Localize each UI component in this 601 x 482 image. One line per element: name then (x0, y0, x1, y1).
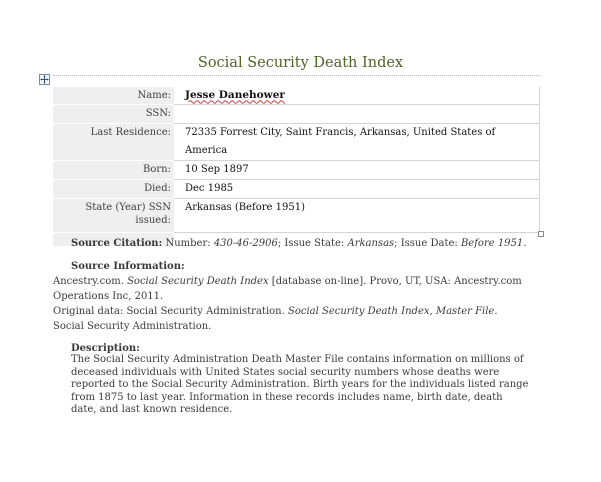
table-row (53, 105, 540, 124)
field-label-died: Died: (53, 180, 174, 199)
source-info-line1 (53, 274, 523, 304)
source-information-heading: Source Information: (71, 261, 185, 272)
field-label-born: Born: (53, 161, 174, 180)
record-table (53, 86, 540, 246)
citation-number: 430-46-2906 (213, 238, 278, 249)
table-row (53, 161, 540, 180)
field-value-died[interactable]: Dec 1985 (174, 180, 540, 199)
page-title: Social Security Death Index (197, 55, 404, 71)
field-value-name[interactable] (174, 87, 540, 105)
source-info-text: Original data: Social Security Administration. (53, 306, 288, 317)
field-value-born[interactable]: 10 Sep 1897 (174, 161, 540, 180)
field-label-state-issued: State (Year) SSN issued: (53, 199, 174, 233)
table-row (53, 124, 540, 161)
citation-date: Before 1951 (460, 238, 524, 249)
table-move-handle-icon[interactable] (39, 74, 50, 85)
table-row (53, 199, 540, 233)
citation-date-label: ; Issue Date: (394, 238, 458, 249)
field-label-name: Name: (53, 87, 174, 105)
table-row (53, 180, 540, 199)
field-label-residence: Last Residence: (53, 124, 174, 161)
citation-heading: Source Citation: (71, 238, 163, 249)
field-value-ssn[interactable] (174, 105, 540, 124)
source-citation (71, 236, 541, 251)
source-info-orig-title: Social Security Death Index, Master File (287, 306, 495, 317)
table-row (53, 87, 540, 105)
source-info-text: Ancestry.com. (53, 276, 128, 287)
source-info-line2 (53, 304, 523, 334)
description-body: The Social Security Administration Death Master File contains information on millions of deceased individuals with United States social security numbers whose deaths were reported to the Social Security Administration. Birth years for the individuals listed range from 1875 to last year. Information in these records includes name, birth date, death date, and last known residence. (71, 354, 529, 415)
description-heading: Description: (71, 343, 140, 354)
field-label-ssn: SSN: (53, 105, 174, 124)
source-info-text: . Social Security Administration. (53, 306, 498, 332)
field-value-residence[interactable]: 72335 Forrest City, Saint Francis, Arkansas, United States of America (174, 124, 540, 161)
source-information (53, 274, 523, 334)
citation-state-label: ; Issue State: (277, 238, 345, 249)
citation-end: . (523, 238, 527, 249)
citation-number-label: Number: (165, 238, 211, 249)
title-divider (53, 75, 541, 76)
source-info-db-title: Social Security Death Index (127, 276, 269, 287)
field-value-state-issued[interactable]: Arkansas (Before 1951) (174, 199, 540, 233)
name-value: Jesse Danehower (185, 88, 285, 101)
citation-state: Arkansas (347, 238, 395, 249)
source-info-text: [database on-line]. Provo, UT, USA: Ancestry.com Operations Inc, 2011. (53, 276, 522, 302)
